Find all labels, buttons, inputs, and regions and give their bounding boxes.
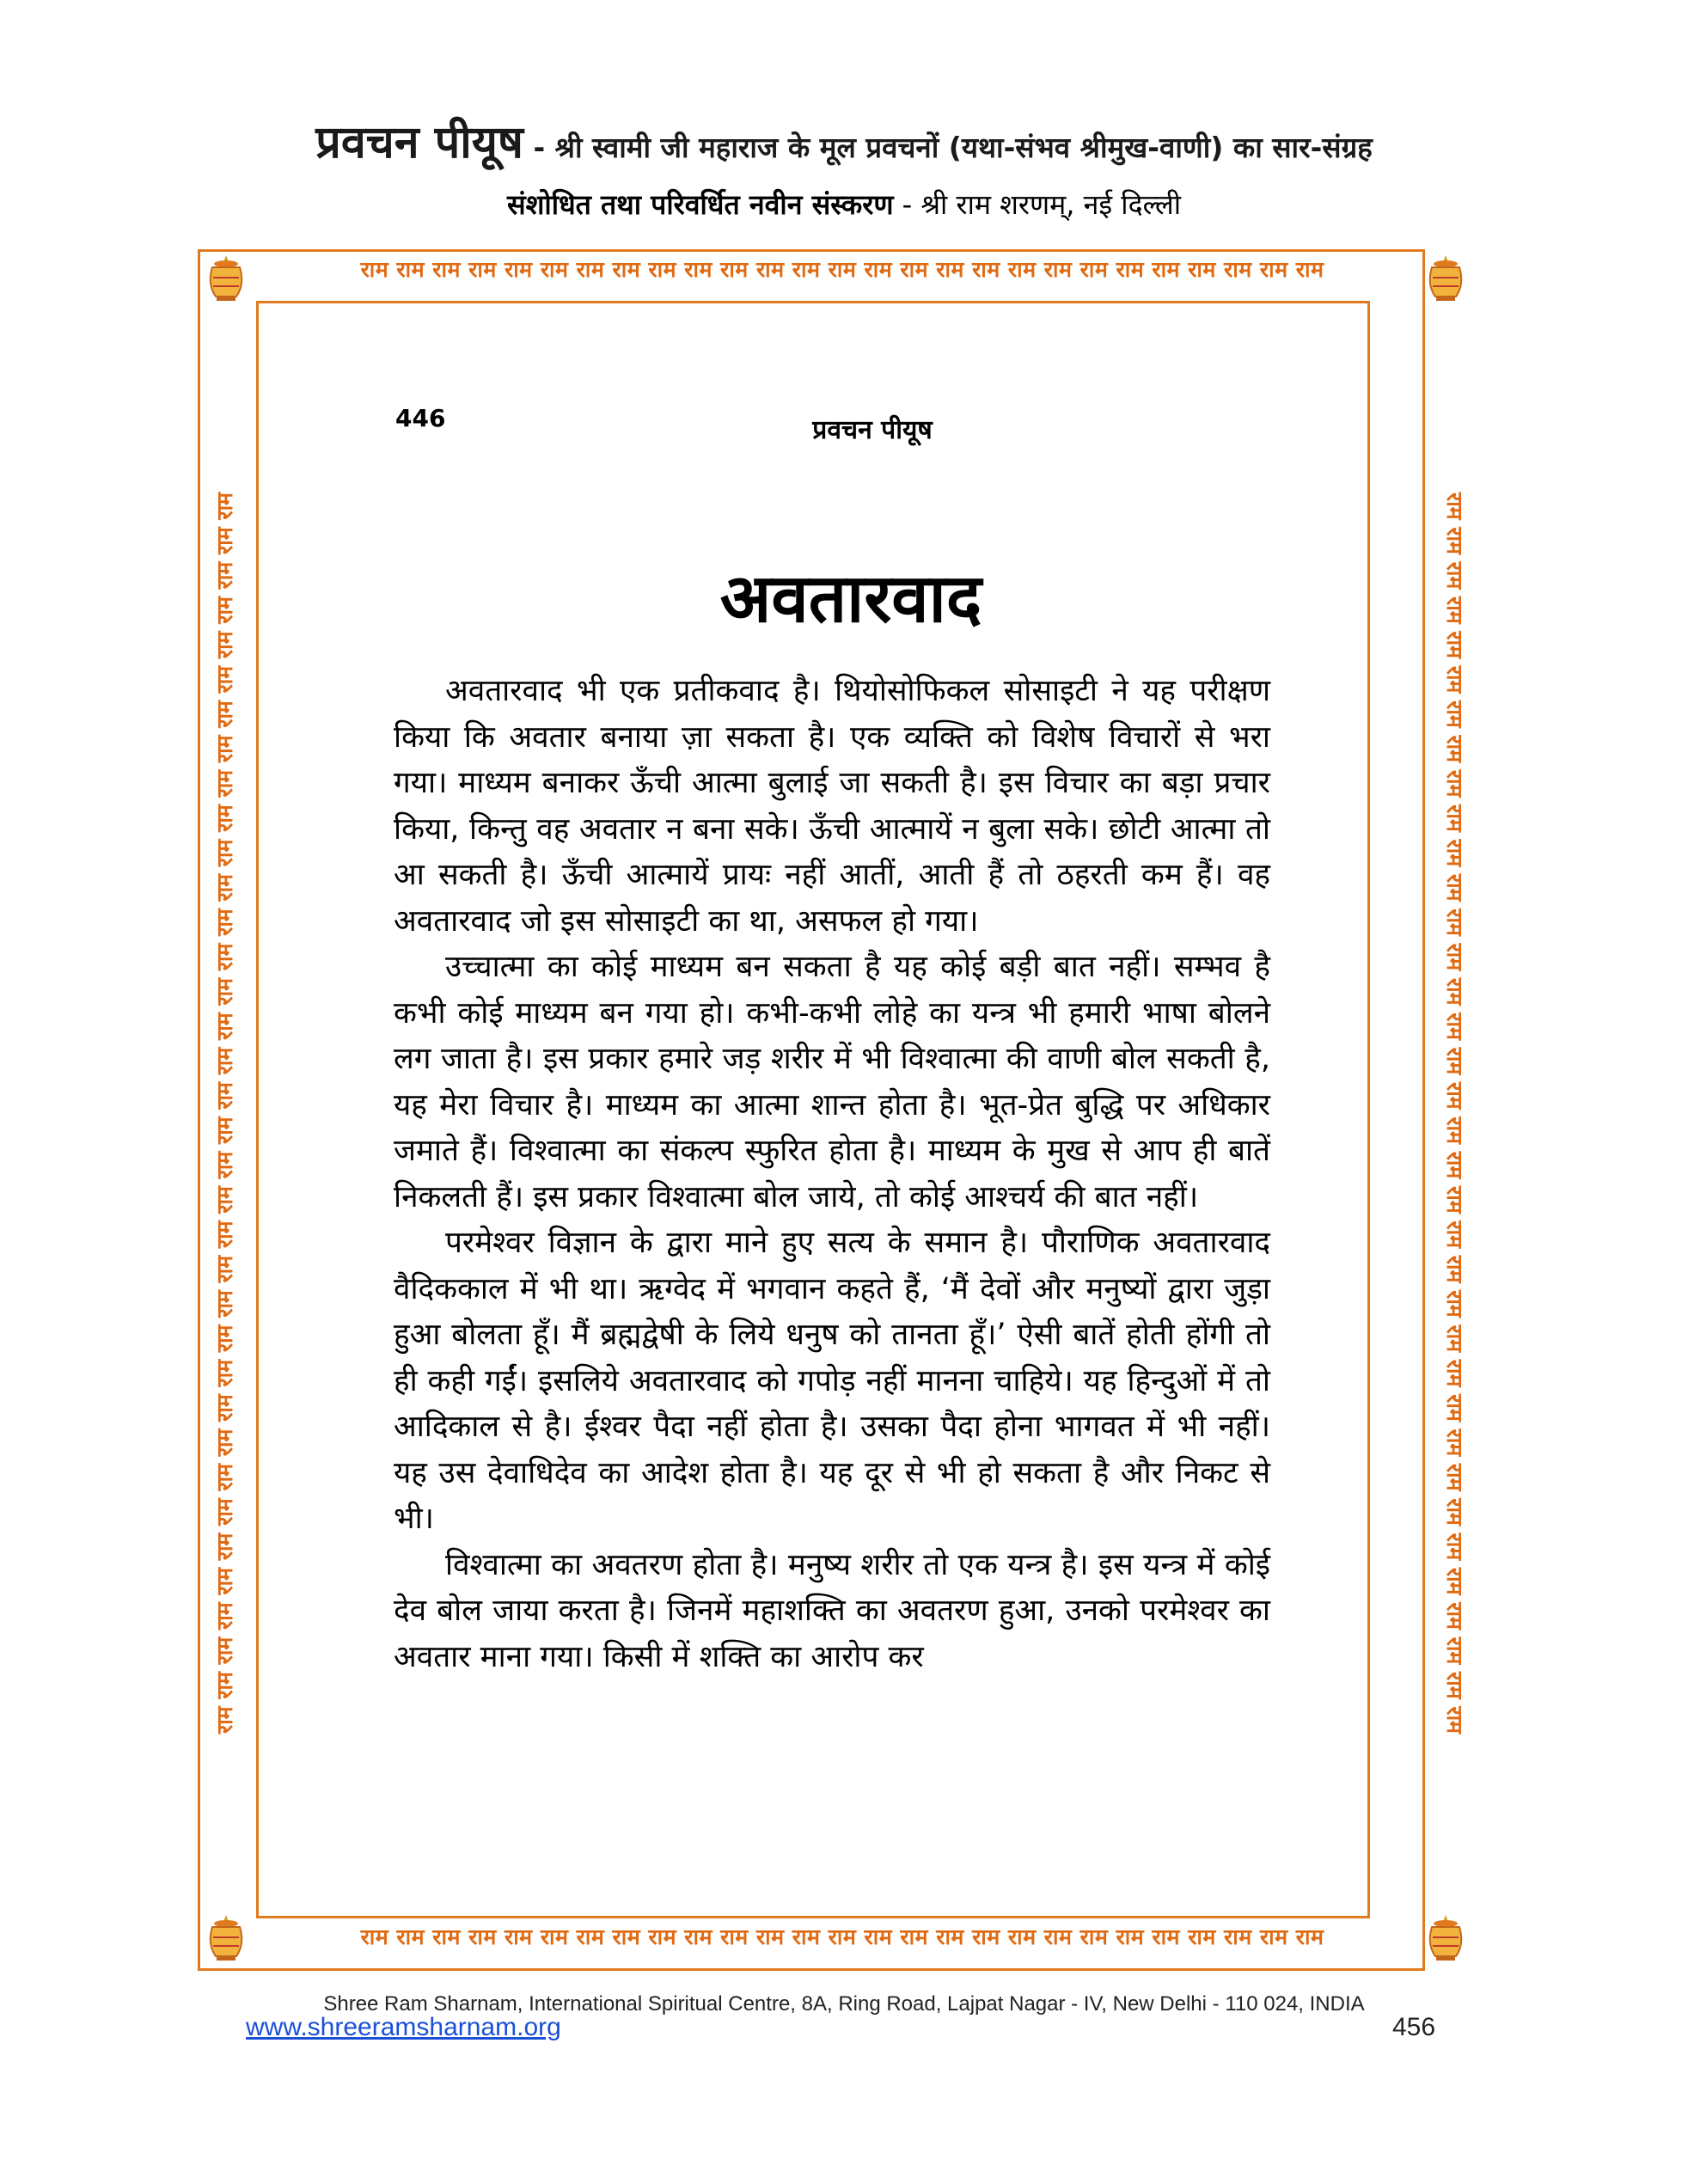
body-text <box>394 669 1270 1680</box>
ram-border-right: राम राम राम राम राम राम राम राम राम राम राम राम राम राम राम राम राम राम राम राम राम राम राम राम राम राम राम राम राम राम राम राम राम राम राम राम <box>1442 492 1467 1734</box>
document-header <box>0 110 1688 171</box>
edition-label: संशोधित तथा परिवर्धित नवीन संस्करण <box>507 188 894 221</box>
book-subtitle: - श्री स्वामी जी महाराज के मूल प्रवचनों (यथा-संभव श्रीमुख-वाणी) का सार-संग्रह <box>523 131 1373 164</box>
paragraph: परमेश्वर विज्ञान के द्वारा माने हुए सत्य के समान है। पौराणिक अवतारवाद वैदिककाल में भी था। ऋग्वेद में भगवान कहते हैं, ‘मैं देवों और मनुष्यों द्वारा जुड़ा हुआ बोलता हूँ। मैं ब्रह्मद्वेषी के लिये धनुष को तानता हूँ।’ ऐसी बातें होती होंगी तो ही कही गईं। इसलिये अवतारवाद को गपोड़ नहीं मानना चाहिये। यह हिन्दुओं में तो आदिकाल से है। ईश्वर पैदा नहीं होता है। उसका पैदा होना भागवत में भी नहीं। यह उस देवाधिदेव का आदेश होता है। यह दूर से भी हो सकता है और निकट से भी। <box>394 1226 1270 1536</box>
edition-line <box>0 186 1688 223</box>
publisher-label: - श्री राम शरणम्, नई दिल्ली <box>893 188 1181 221</box>
ram-border-bottom: राम राम राम राम राम राम राम राम राम राम राम राम राम राम राम राम राम राम राम राम राम राम राम राम राम राम राम <box>360 1924 1324 1949</box>
paragraph: अवतारवाद भी एक प्रतीकवाद है। थियोसोफिकल सोसाइटी ने यह परीक्षण किया कि अवतार बनाया ज़ा सकता है। एक व्यक्ति को विशेष विचारों से भरा गया। माध्यम बनाकर ऊँची आत्मा बुलाई जा सकती है। इस विचार का बड़ा प्रचार किया, किन्तु वह अवतार न बना सके। ऊँची आत्मायें न बुला सके। छोटी आत्मा तो आ सकती है। ऊँची आत्मायें प्रायः नहीं आतीं, आती हैं तो ठहरती कम हैं। वह अवतारवाद जो इस सोसाइटी का था, असफल हो गया। <box>394 674 1270 939</box>
chapter-title: अवतारवाद <box>719 560 982 638</box>
book-title: प्रवचन पीयूष <box>315 117 523 168</box>
pdf-page-number: 456 <box>1392 2013 1436 2041</box>
paragraph: उच्चात्मा का कोई माध्यम बन सकता है यह कोई बड़ी बात नहीं। सम्भव है कभी कोई माध्यम बन गया हो। कभी-कभी लोहे का यन्त्र भी हमारी भाषा बोलने लग जाता है। इस प्रकार हमारे जड़ शरीर में भी विश्वात्मा की वाणी बोल सकती है, यह मेरा विचार है। माध्यम का आत्मा शान्त होता है। भूत-प्रेत बुद्धि पर अधिकार जमाते हैं। विश्वात्मा का संकल्प स्फुरित होता है। माध्यम के मुख से आप ही बातें निकलती हैं। इस प्रकार विश्वात्मा बोल जाये, तो कोई आश्चर्य की बात नहीं। <box>394 950 1270 1214</box>
running-head: प्रवचन पीयूष <box>812 415 933 445</box>
website-link[interactable]: www.shreeramsharnam.org <box>246 2013 561 2041</box>
kalash-icon <box>1422 1912 1469 1963</box>
ram-border-left: राम राम राम राम राम राम राम राम राम राम राम राम राम राम राम राम राम राम राम राम राम राम राम राम राम राम राम राम राम राम राम राम राम राम राम राम <box>212 492 237 1734</box>
book-page-number: 446 <box>395 404 446 432</box>
kalash-icon <box>203 252 249 303</box>
ram-border-top: राम राम राम राम राम राम राम राम राम राम राम राम राम राम राम राम राम राम राम राम राम राम राम राम राम राम राम <box>360 257 1324 282</box>
kalash-icon <box>1422 252 1469 303</box>
kalash-icon <box>203 1912 249 1963</box>
paragraph: विश्वात्मा का अवतरण होता है। मनुष्य शरीर तो एक यन्त्र है। इस यन्त्र में कोई देव बोल जाया करता है। जिनमें महाशक्ति का अवतरण हुआ, उनको परमेश्वर का अवतार माना गया। किसी में शक्ति का आरोप कर <box>394 1547 1270 1674</box>
footer-address: Shree Ram Sharnam, International Spiritual Centre, 8A, Ring Road, Lajpat Nagar - IV, New Delhi - 110 024, INDIA <box>323 1992 1365 2016</box>
